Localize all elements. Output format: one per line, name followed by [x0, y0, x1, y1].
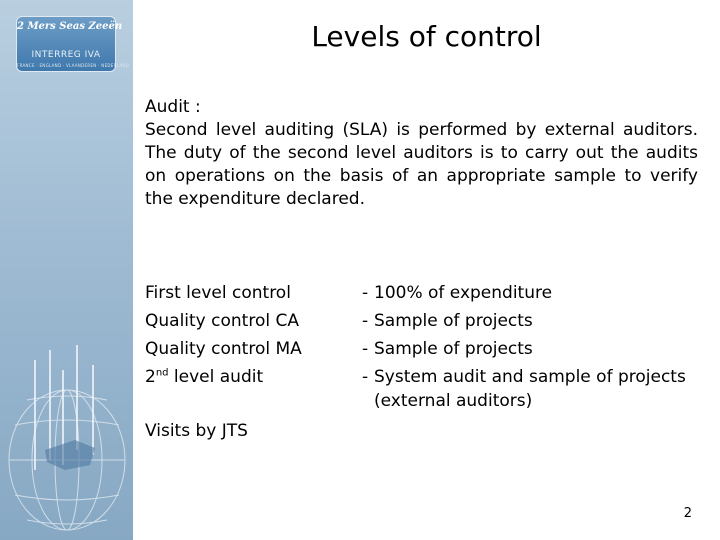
control-value: [362, 335, 702, 363]
label-sup: nd: [155, 367, 169, 379]
control-label: Quality control CA: [145, 311, 299, 331]
slide-title: Levels of control: [311, 20, 542, 53]
sidebar-decoration: [0, 0, 133, 540]
control-labels: [145, 279, 345, 391]
page-number: 2: [683, 506, 692, 521]
control-value: [362, 279, 702, 307]
control-values: [362, 279, 702, 415]
value-text: System audit and sample of projects: [374, 367, 686, 387]
dash: -: [362, 367, 369, 387]
audit-heading: Audit :: [145, 97, 201, 117]
control-label: Quality control MA: [145, 339, 302, 359]
control-label: [145, 363, 345, 391]
logo-countries: FRANCE · ENGLAND · VLAANDEREN · NEDERLAND: [17, 63, 130, 68]
label-rest: level audit: [168, 367, 264, 387]
dash: -: [362, 311, 369, 331]
audit-section: [145, 96, 698, 211]
control-value-continuation: (external auditors): [374, 391, 533, 411]
visits-line: Visits by JTS: [145, 421, 248, 441]
globe-icon: [5, 340, 130, 535]
programme-logo: [16, 16, 130, 72]
value-text: 100% of expenditure: [374, 283, 553, 303]
dash: -: [362, 339, 369, 359]
value-text: Sample of projects: [374, 311, 533, 331]
control-value: [362, 307, 702, 335]
logo-program: INTERREG IVA: [31, 50, 101, 60]
logo-title: 2 Mers Seas Zeeën: [17, 21, 123, 32]
dash: -: [362, 283, 369, 303]
control-label: First level control: [145, 283, 291, 303]
audit-paragraph: Second level auditing (SLA) is performed by external auditors. The duty of the second level auditors is to carry out the audits on operations on the basis of an appropriate sample to verify the expenditure declared.: [145, 120, 698, 209]
label-prefix: 2: [145, 367, 156, 387]
value-text: Sample of projects: [374, 339, 533, 359]
